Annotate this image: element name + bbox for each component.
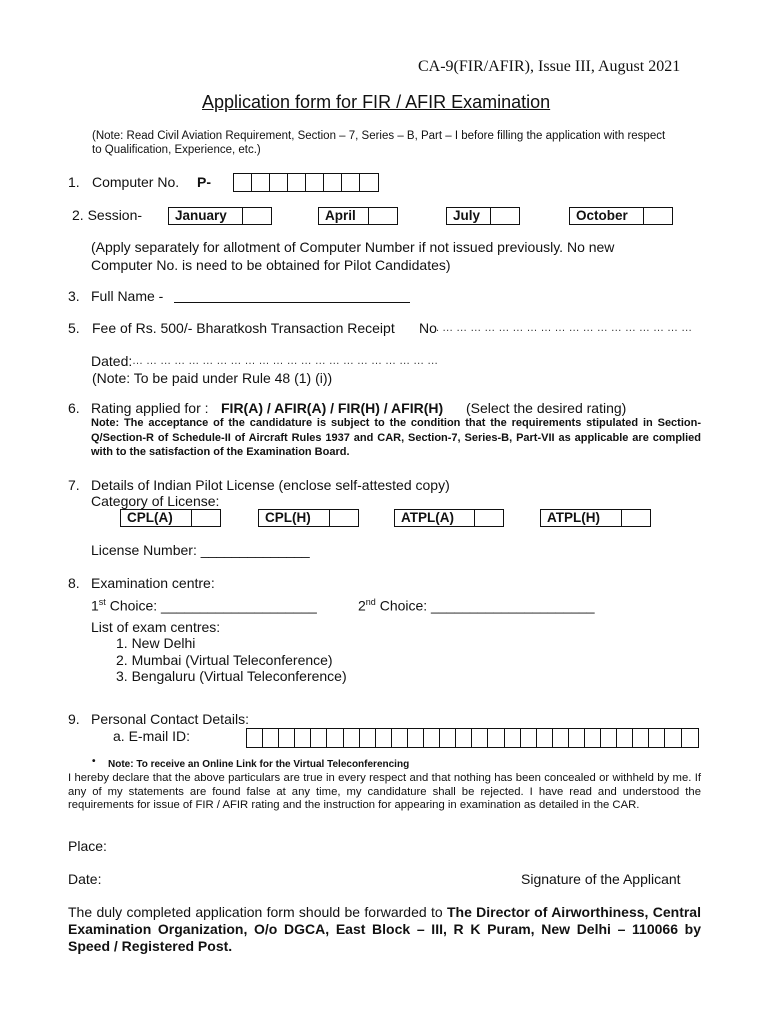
license-option-label: ATPL(A) <box>395 510 475 526</box>
signature-label: Signature of the Applicant <box>521 871 681 887</box>
forward-address: The Director of Airworthiness, Central Examination Organization, O/o DGCA, East Block – III, R K Puram, New Delhi – 110066 by Speed / Registered Post. <box>68 904 701 954</box>
dated-label: Dated: <box>91 353 133 369</box>
form-title: Application form for FIR / AFIR Examination <box>202 92 551 112</box>
exam-centre-label: Examination centre: <box>91 575 215 591</box>
email-label: a. E-mail ID: <box>113 728 191 744</box>
item-number: 9. <box>68 711 80 727</box>
computer-no-label: Computer No. <box>92 174 180 190</box>
session-option-label: January <box>169 208 243 224</box>
exam-centre-item: 3. Bengaluru (Virtual Teleconference) <box>116 668 347 684</box>
license-atpl-h-option[interactable] <box>540 509 651 527</box>
virtual-link-note: Note: To receive an Online Link for the Virtual Teleconferencing <box>108 759 410 770</box>
license-cpl-a-option[interactable] <box>120 509 221 527</box>
session-january-option[interactable] <box>168 207 272 225</box>
computer-no-prefix: P- <box>197 174 211 190</box>
license-atpl-a-option[interactable] <box>394 509 504 527</box>
choice-ordinal: nd <box>365 597 376 607</box>
receipt-no-label: No <box>419 320 437 336</box>
contact-label: Personal Contact Details: <box>91 711 249 727</box>
license-label: Details of Indian Pilot License (enclose self-attested copy) <box>91 477 450 493</box>
session-option-label: April <box>319 208 369 224</box>
exam-centre-item: 1. New Delhi <box>116 635 196 651</box>
form-reference: CA-9(FIR/AFIR), Issue III, August 2021 <box>418 58 681 75</box>
second-choice-field[interactable] <box>358 597 595 614</box>
license-option-label: ATPL(H) <box>541 510 622 526</box>
full-name-input-line[interactable] <box>174 302 410 303</box>
first-choice-field[interactable] <box>91 597 317 614</box>
fee-note: (Note: To be paid under Rule 48 (1) (i)) <box>92 370 333 386</box>
choice-number: 2 <box>358 597 366 614</box>
apply-note: (Apply separately for allotment of Computer Number if not issued previously. No new Computer No. is need to be obtained for Pilot Candidates) <box>91 239 615 273</box>
license-option-label: CPL(A) <box>121 510 192 526</box>
rating-label: Rating applied for : <box>91 400 209 416</box>
date-label: Date: <box>68 871 102 887</box>
item-number: 7. <box>68 477 80 493</box>
session-option-label: July <box>447 208 491 224</box>
item-number: 6. <box>68 400 80 416</box>
item-number: 8. <box>68 575 80 591</box>
exam-centres-list-label: List of exam centres: <box>91 619 221 635</box>
choice-text: Choice: ____________________ <box>105 597 317 614</box>
rating-select-hint: (Select the desired rating) <box>466 400 627 416</box>
license-cpl-h-option[interactable] <box>258 509 359 527</box>
receipt-no-field[interactable]: . … … … … … … … … … … … … … … … … … … <box>436 322 693 334</box>
top-note: (Note: Read Civil Aviation Requirement, Section – 7, Series – B, Part – I before filling the application with respect to Qualification, Experience, etc.) <box>92 130 666 156</box>
choice-number: 1 <box>91 597 99 614</box>
session-label: 2. Session- <box>72 207 143 223</box>
computer-no-boxes[interactable] <box>233 173 379 192</box>
declaration-text: I hereby declare that the above particulars are true in every respect and that nothing has been concealed or withheld by me. If any of my statements are found false at any time, my candidature shall be rejected. I have read and understood the requirements for issue of FIR / AFIR rating and the instruction for appearing in examination as detailed in the CAR. <box>68 772 701 811</box>
session-july-option[interactable] <box>446 207 520 225</box>
session-october-option[interactable] <box>569 207 673 225</box>
item-number: 3. <box>68 288 80 304</box>
forward-instruction <box>68 904 701 955</box>
full-name-label: Full Name - <box>91 288 164 304</box>
fee-label: Fee of Rs. 500/- Bharatkosh Transaction Receipt <box>92 320 395 336</box>
rating-options[interactable]: FIR(A) / AFIR(A) / FIR(H) / AFIR(H) <box>221 400 444 416</box>
license-number-field[interactable]: License Number: ______________ <box>91 542 310 558</box>
license-option-label: CPL(H) <box>259 510 330 526</box>
item-number: 1. <box>68 174 80 190</box>
dated-field[interactable]: … … … … … … … … … … … … … … … … … … … … … … <box>132 355 439 367</box>
item-number: 5. <box>68 320 80 336</box>
exam-centre-item: 2. Mumbai (Virtual Teleconference) <box>116 652 333 668</box>
license-category-label: Category of License: <box>91 493 220 509</box>
session-april-option[interactable] <box>318 207 398 225</box>
email-boxes[interactable] <box>246 728 699 748</box>
forward-intro: The duly completed application form should be forwarded to <box>68 904 447 920</box>
choice-ordinal: st <box>98 597 106 607</box>
place-label: Place: <box>68 838 107 854</box>
bullet-icon: • <box>92 756 96 767</box>
session-option-label: October <box>570 208 644 224</box>
choice-text: Choice: _____________________ <box>375 597 595 614</box>
rating-note: Note: The acceptance of the candidature is subject to the condition that the requirements stipulated in Section-Q/Section-R of Schedule-II of Aircraft Rules 1937 and CAR, Section-7, Series-B, Part-VII as applicable are complied with to the satisfaction of the Examination Board. <box>91 417 701 458</box>
